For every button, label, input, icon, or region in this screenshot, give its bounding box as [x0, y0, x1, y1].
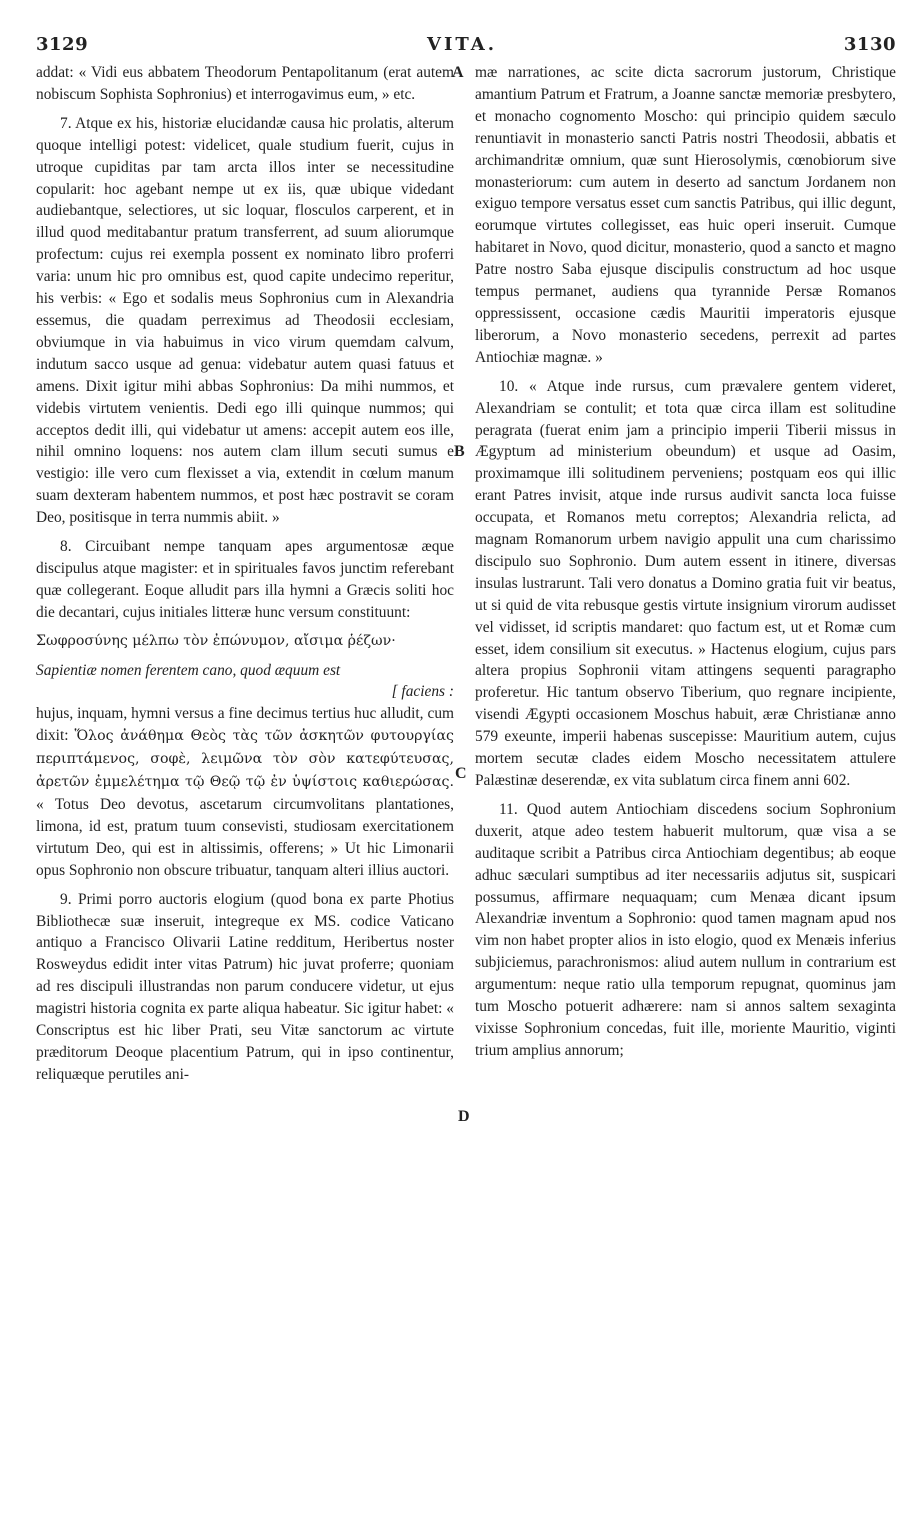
left-page-number: 3129	[36, 34, 89, 55]
paragraph-11: 11. Quod autem Antiochiam discedens socium Sophronium duxerit, atque adeo testem habuerit multorum, quæ visa a se auditaque scribit a Patribus circa Antiochiam degentibus; ab eoque adhuc sæculari sumptibus ad iter necessariis adjutus sit, suspicari possumus, affirmare nequaquam; cum Menæa dicant ipsum Alexandriæ inventum a Sophronio: quod tamen magnam apud nos vim non habet propter alios in isto elogio, quod ex Menæis inferius subjiciemus, parachronismos: aliud autem nullum in contrarium est argumentum: neque ratio ulla temporum repugnat, quominus jam tum Moscho potuerit adhærere: nam si annos saltem sexaginta vixisse Sophronium concedas, fuit ille, moriente Mauritio, viginti trium amplius annorum;	[475, 800, 896, 1059]
right-column	[475, 62, 896, 1069]
greek-verse: Σωφροσύνης μέλπω τὸν ἐπώνυμον, αἴσιμα ῥέζων·	[36, 632, 396, 649]
latin-verse-continuation: [ faciens :	[391, 683, 454, 701]
left-column	[36, 62, 454, 1093]
hymn-greek-text: Ὅλος ἀνάθημα Θεὸς τὰς τῶν ἀσκητῶν φυτουργίας περιπτάμενος, σοφὲ, λειμῶνα τὸν σὸν κατεφύτευσας, ἀρετῶν ἐμμελέτημα τῷ Θεῷ τῷ ἐν ὑψίστοις καθιερώσας.	[36, 728, 454, 791]
section-marker-c: C	[455, 765, 467, 782]
hymn-latin-text: « Totus Deo devotus, ascetarum circumvolitans plantationes, limona, id est, pratum tuum consevisti, studiosam exercitationem virtutum Deo, qui est in altissimis, offerens; » Ut hic Limonarii opus Sophronio non obscure tribuatur, tanquam alteri illius auctori.	[36, 796, 454, 879]
paragraph-9: 9. Primi porro auctoris elogium (quod bona ex parte Photius Bibliothecæ suæ inseruit, integreque ex MS. codice Vaticano antiquo a Francisco Olivarii Latine redditum, Heribertus noster Rosweydus edidit inter vitas Patrum) hic juvat proferre; quoniam ad res discipuli illustrandas non parum conducere videtur, ut ejus magistri historia cognita ex parte aliqua habeatur. Sic igitur habet: « Conscriptus est hic liber Prati, seu Vitæ sanctorum ac virtute præditorum Deoque placentium Patrum, qui in ipso continentur, reliquæque perutiles ani-	[36, 890, 454, 1083]
paragraph-continuation: mæ narrationes, ac scite dicta sacrorum justorum, Christique amantium Patrum et Fratrum, a Joanne sanctæ memoriæ presbytero, et monacho cognomento Moscho: qui principio quidem sæculo renuntiavit in monasterio sancti Patris nostri Theodosii, abbatis et archimandritæ omnium, quæ sunt Hierosolymis, cœnobiorum sive monasteriorum: cum autem in deserto ad sanctum Jordanem non exiguo tempore versatus esset cum sanctis Patribus, qui illic degunt, eorumque virtutes collegisset, eas huic operi inseruit. Cumque habitaret in Novo, quod dicitur, monasterio, quod a sancto et magno Patre nostro Saba ejusque discipulis constructum ad hoc usque tempus permanet, audiens qua tyrannide Persæ Romanos oppressissent, occasione cædis Mauritii imperatoris ejusque liberorum, a Novo monasterio secedens, perrexit ad partes Antiochiæ magnæ. »	[475, 64, 896, 366]
section-marker-a: A	[452, 64, 464, 81]
paragraph-8: 8. Circuibant nempe tanquam apes argumentosæ æque discipulus atque magister: et in spirituales favos junctim referebant quæ collegerant. Eoque alludit pars illa hymni a Græcis soliti hoc die decantari, cujus initiales litteræ hunc versum constituunt:	[36, 538, 454, 621]
hymn-paragraph	[36, 703, 454, 881]
latin-verse: Sapientiæ nomen ferentem cano, quod æquum est	[36, 661, 341, 679]
paragraph-10: 10. « Atque inde rursus, cum prævalere gentem videret, Alexandriam se contulit; et tota quæ circa illam est solitudine peragrata (fuerat enim jam a principio imperii Tiberii missus in Ægyptum ad ministerium obeundum) et usque ad Oasim, proximamque illi solitudinem perveniens; postquam eos qui illic erant Patres invisit, atque inde rursus audivit sancta loca fuisse occupata, et Romanos metu correptos; Alexandria relicta, ad magnam Romanorum urbem navigio appulit una cum charissimo discipulo suo Sophronio. Dum autem essent in itinere, diversas insulas lustrarunt. Tali vero donatus a Domino gratia fuit vir beatus, ut si quid de vita rebusque gestis virtute insignium virorum audisset vel vidisset, id scriptis mandaret: quo factum est, ut et Romæ cum esset, idem consilium sit executus. » Hactenus elogium, cujus pars altera propius Sophronii vitam attingens sequenti paragrapho proferetur. Hic tantum observo Tiberium, quo regnare incipiente, visendi Ægypti occasionem Moschus habuit, æræ Christianæ anno 579 exeunte, imperii habenas suscepisse: Mauritium autem, cujus mortem secutæ clades eidem Moscho necessitatem attulere Palæstinæ deserendæ, ex vita sublatum circa finem anni 602.	[475, 377, 896, 789]
paragraph: addat: « Vidi eus abbatem Theodorum Pentapolitanum (erat autem nobiscum Sophista Sophronius) et interrogavimus eum, » etc.	[36, 64, 454, 103]
right-page-number: 3130	[843, 34, 896, 55]
hymn-intro-text: hujus, inquam, hymni versus a fine decimus tertius huc alludit, cum dixit:	[36, 705, 454, 745]
section-marker-d: D	[458, 1108, 470, 1125]
section-marker-b: B	[454, 443, 465, 460]
running-title: VITA.	[426, 34, 498, 55]
paragraph-7: 7. Atque ex his, historiæ elucidandæ causa hic prolatis, alterum quoque intelligi potest: videlicet, quale studium fuerit, cujus in utroque cupiditas par tam arcta illos inter se necessitudine copularit: hoc agebant nempe ut ex iis, quæ ubique videdant audiebantque, selectiores, ut sic loquar, flosculos carperent, et in illud quod meditabantur pratum transferrent, ad suum aliorumque profectum: cujus rei exempla possent ex nominato libro proferri varia: unum hic pro omnibus est, quod capite undecimo reperitur, his verbis: « Ego et sodalis meus Sophronius cum in Alexandria essemus, die quadam perreximus ad Theodosii ecclesiam, obviumque in via habuimus in vico virum quemdam calvum, indutum sacco usque ad genua: videbatur autem quasi fatuus et amens. Dixit igitur mihi abbas Sophronius: Da mihi nummos, et videbis virtutem venientis. Dedi ego illi quinque nummos; qui acceptos dedit illi, qui videbatur ut amens: accepit autem eos ille, nihil omnino loquens: nos autem clam illum secuti sumus e vestigio: ille vero cum flexisset a via, extendit in cœlum manum suam dexteram habentem nummos, et post hæc postravit se coram Deo, positisque in terra nummis abiit. »	[36, 114, 454, 527]
